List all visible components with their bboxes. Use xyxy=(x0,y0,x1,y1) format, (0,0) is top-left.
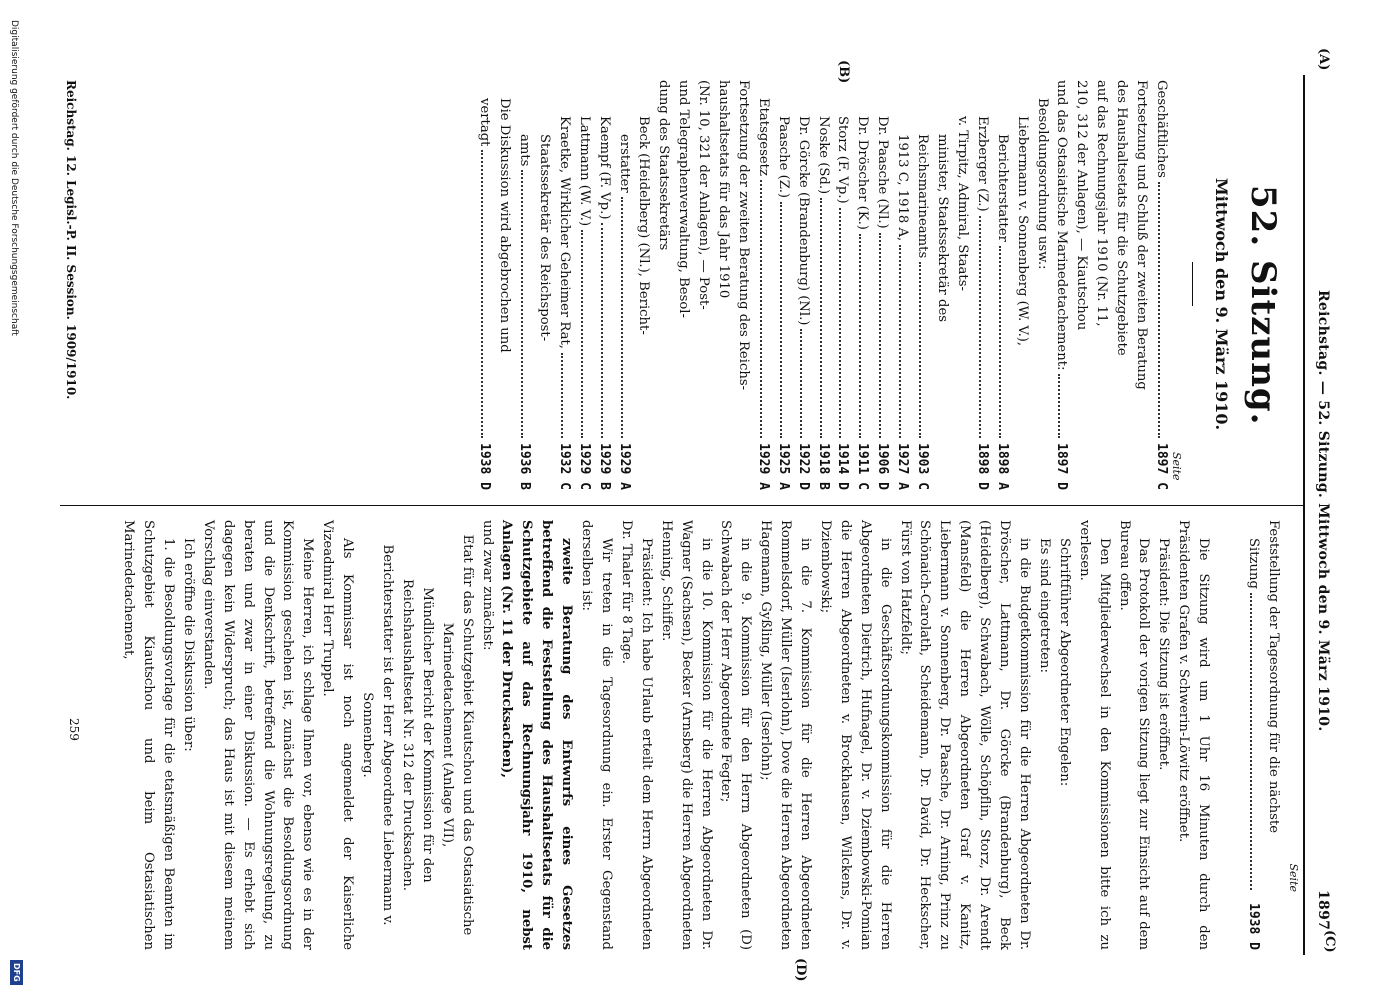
paragraph: und zwar zunächst: xyxy=(479,520,495,651)
dot-leader xyxy=(760,180,762,438)
toc-item xyxy=(1151,80,1171,490)
table-of-contents xyxy=(474,80,1171,490)
toc-item xyxy=(892,80,912,490)
toc-item-page: 1897 C xyxy=(1154,443,1169,490)
dot-leader xyxy=(840,208,842,438)
paragraph: zweite Beratung des Entwurfs eines Gesetzes betreffend die Feststellung des Haushaltsetats für die Schutzgebiete auf das Rechnungsjahr 1910, nebst Anlagen (Nr. 11 der Drucksachen), xyxy=(499,520,575,950)
dot-leader xyxy=(820,198,822,438)
footer-imprint: Reichstag. 12. Legisl.-P. II. Session. 1909/1910. xyxy=(64,80,78,400)
paragraph: Schriftführer Abgeordneter Engelen: xyxy=(1056,538,1072,787)
margin-letter-a: (A) xyxy=(1316,48,1331,71)
toc-item xyxy=(912,80,932,490)
toc-item xyxy=(833,80,853,490)
dot-leader xyxy=(919,262,921,438)
toc-item-text: Fortsetzung der zweiten Beratung des Reichs- xyxy=(735,80,751,391)
session-date: Mittwoch den 9. März 1910. xyxy=(1212,178,1231,431)
margin-letter-b: (B) xyxy=(836,60,851,84)
toc-item-text: Fortsetzung und Schluß der zweiten Beratung xyxy=(1134,80,1150,390)
toc-item-text: Besoldungsordnung usw.: xyxy=(1034,98,1050,270)
toc-item-text: Erzberger (Z.) xyxy=(974,116,990,212)
margin-letter-d: (D) xyxy=(793,958,808,982)
dot-leader xyxy=(521,170,523,438)
paragraph: in die Geschäftsordnungskommission für die Herren Abgeordneten Dietrich, Hufnagel, Dr. v. Dziembowski-Pomian die Herren Abgeordneten v. Brockhausen, Wilckens, Dr. v. Dziembowski; xyxy=(817,520,893,950)
toc-item-text: haushaltsetats für das Jahr 1910 xyxy=(716,80,732,299)
toc-item-text: Reichsmarineamts xyxy=(915,134,931,259)
margin-letter-c: (C) xyxy=(1322,930,1337,953)
toc-item-text: des Haushaltsetats für die Schutzgebiete xyxy=(1114,80,1130,356)
paragraph: Präsident: Ich habe Urlaub erteilt dem Herrn Abgeordneten Dr. Thaler für 8 Tage. xyxy=(618,520,654,950)
toc-item-text: 210, 312 der Anlagen), — Kiautschou xyxy=(1074,80,1090,331)
toc-item-text: amts xyxy=(517,134,532,167)
toc-item-text: dung des Staatssekretärs xyxy=(656,80,672,251)
toc-item-text: Die Diskussion wird abgebrochen und xyxy=(497,98,513,353)
paragraph: Die Sitzung wird um 1 Uhr 16 Minuten durch den Präsidenten Grafen v. Schwerin-Löwitz eröffnet. xyxy=(1176,520,1212,950)
dot-leader xyxy=(601,223,603,438)
toc-item xyxy=(514,80,534,490)
toc-item-text: Liebermann v. Sonnenberg (W. V.), xyxy=(1014,116,1030,347)
body-text xyxy=(118,520,1213,950)
toc-item xyxy=(1111,80,1131,490)
toc-item-text: Noske (Sd.) xyxy=(815,116,831,195)
paragraph: in die Budgetkommission für die Herren Abgeordneten Dr. Dröscher, Lattmann, Dr. Görcke (Brandenburg), Beck (Heidelberg), Schwabach, Wölle, Schöpflin, Storz, Dr. Arendt (Mansfeld) die Herren Abgeordneten Graf v. Kanitz, Liebermann v. Sonnenberg, Dr. Paasche, Dr. Arning, Prinz zu Schönaich-Carolath, Scheidemann, Dr. David, Dr. Heckscher, Fürst von Hatzfeldt; xyxy=(897,520,1033,950)
toc-item-text: Kraetke, Wirklicher Geheimer Rat, xyxy=(556,116,572,349)
toc-item-text: 1913 C, 1918 A, xyxy=(895,134,911,242)
dot-leader xyxy=(1158,182,1160,438)
toc-item xyxy=(693,80,713,490)
toc-item xyxy=(1032,80,1052,490)
dot-leader xyxy=(1250,593,1252,890)
column-divider xyxy=(60,505,1305,506)
toc-item-page: 1936 B xyxy=(517,443,532,490)
toc-item-page: 1897 D xyxy=(1054,443,1070,490)
toc-item xyxy=(1052,80,1072,490)
toc-item xyxy=(972,80,992,490)
toc-item-text: Etatsgesetz xyxy=(755,98,771,176)
toc-item-text: Dr. Paasche (Nl.) xyxy=(875,116,891,229)
toc-item xyxy=(793,80,813,490)
toc-item-text: und Telegraphenverwaltung, Besol- xyxy=(676,80,692,318)
right-column xyxy=(118,520,1303,950)
paragraph: Mündlicher Bericht der Kommission für den Reichshaushaltsetat Nr. 312 der Drucksachen. xyxy=(399,579,435,891)
toc-item-text: Berichterstatter xyxy=(994,134,1010,242)
toc-item-page: 1925 A xyxy=(775,443,791,490)
toc-item-agenda-2 xyxy=(1243,520,1263,950)
toc-item xyxy=(952,80,972,490)
toc-item xyxy=(773,80,793,490)
toc-item xyxy=(574,80,594,490)
dot-leader xyxy=(780,202,782,438)
toc-item-page: 1929 A xyxy=(616,443,632,490)
toc-item-page: 1932 C xyxy=(556,443,572,490)
toc-item-page: 1927 A xyxy=(895,443,911,490)
toc-item-text: Paasche (Z.) xyxy=(775,116,791,199)
toc-item xyxy=(853,80,873,490)
paragraph: in die 9. Kommission für den Herrn Abgeordneten (D) Schwabach der Herr Abgeordnete Fegter; xyxy=(718,520,754,950)
toc-item xyxy=(494,80,514,490)
toc-item-text: Dr. Görcke (Brandenburg) (Nl.) xyxy=(795,116,811,326)
toc-item xyxy=(554,80,574,490)
dot-leader xyxy=(899,245,901,438)
toc-item-page: 1929 A xyxy=(755,443,771,490)
seite-label: Seite xyxy=(1170,452,1183,481)
paragraph: Den Mitgliederwechsel in den Kommissionen bitte ich zu verlesen. xyxy=(1076,520,1112,950)
paragraph: in die 10. Kommission für die Herren Abgeordneten Dr. Wagner (Sachsen), Becker (Arnsberg) die Herren Abgeordneten Henning, Schiffer. xyxy=(658,520,714,950)
toc-item-text: vertagt xyxy=(477,98,493,147)
dfg-logo: DFG xyxy=(10,960,23,985)
paragraph: Wir treten in die Tagesordnung ein. Erster Gegenstand derselben ist: xyxy=(579,520,614,950)
toc-item-page: 1914 D xyxy=(835,443,851,490)
toc-item xyxy=(594,80,614,490)
paragraph: Etat für das Schutzgebiet Kiautschou und das Ostasiatische Marinedetachement (Anlage VII), xyxy=(439,534,475,936)
toc-item-page: 1911 C xyxy=(855,443,871,490)
toc-item xyxy=(992,80,1012,490)
paragraph: 1. die Besoldungsvorlage für die etatsmäßigen Beamten im Schutzgebiet Kiautschou und beim Ostasiatischen Marinedetachement, xyxy=(121,520,177,950)
toc-item-page: 1929 C xyxy=(576,443,592,490)
toc-item-page: 1938 D xyxy=(477,443,493,490)
paragraph: Meine Herren, ich schlage Ihnen vor, ebenso wie es in der Kommission geschehen ist, zunächst die Besoldungsordnung und die Denkschrift, betreffend die Wohnungsregelung, zu beraten und zwar in einer Diskussion. — Es erhebt sich dagegen kein Widerspruch; das Haus ist mit diesem meinem Vorschlag einverstanden. xyxy=(200,520,316,950)
dot-leader xyxy=(979,216,981,438)
toc-item xyxy=(1071,80,1091,490)
toc-item-text: minister, Staatssekretär des xyxy=(935,134,951,323)
toc-item xyxy=(474,80,494,490)
toc-item-text: (Nr. 10, 321 der Anlagen), — Post- xyxy=(696,80,712,310)
running-title: Reichstag. — 52. Sitzung. Mittwoch den 9. März 1910. xyxy=(1315,290,1331,732)
toc-item xyxy=(753,80,773,490)
toc-item-text: v. Tirpitz, Admiral, Staats- xyxy=(954,116,970,291)
footer-page: 259 xyxy=(67,718,81,741)
paragraph: in die 7. Kommission für die Herren Abgeordneten Rommelsdorf, Müller (Iserlohn), Dove die Herren Abgeordneten Hagemann, Gyßling, Müller (Iserlohn); xyxy=(758,520,814,950)
toc-item xyxy=(813,80,833,490)
toc-item-page: 1898 D xyxy=(974,443,990,490)
dot-leader xyxy=(1058,374,1060,438)
toc-item xyxy=(1012,80,1032,490)
toc-item xyxy=(653,80,673,490)
toc-item-page: 1922 D xyxy=(795,443,811,490)
toc-item xyxy=(534,80,554,490)
session-title: 52. Sitzung. xyxy=(1243,185,1283,426)
toc-item xyxy=(614,80,634,490)
seite-label-right: Seite xyxy=(1287,863,1300,892)
toc-item-page: 1918 B xyxy=(815,443,831,490)
paragraph: Es sind eingetreten: xyxy=(1036,538,1052,673)
toc-item xyxy=(1091,80,1111,490)
digitization-note: Digitalisierung gefördert durch die Deutsche Forschungsgemeinschaft xyxy=(9,20,19,336)
toc-item xyxy=(872,80,892,490)
toc-item-text: Geschäftliches xyxy=(1154,80,1169,178)
paragraph: Das Protokoll der vorigen Sitzung liegt zur Einsicht auf dem Bureau offen. xyxy=(1116,520,1152,950)
toc-item xyxy=(713,80,733,490)
dot-leader xyxy=(879,233,881,438)
toc-item xyxy=(733,80,753,490)
toc-item xyxy=(634,80,654,490)
toc-agenda-page: 1938 D xyxy=(1246,903,1262,950)
paragraph: Als Kommissar ist noch angemeldet der Kaiserliche Vizeadmiral Herr Truppel. xyxy=(320,520,356,950)
toc-item-text: erstatter xyxy=(616,134,632,193)
toc-item-text: Staatssekretär des Reichspost- xyxy=(536,134,552,342)
toc-item-page: 1898 A xyxy=(994,443,1010,490)
toc-item-page: 1906 D xyxy=(875,443,891,490)
dot-leader xyxy=(800,329,802,438)
toc-item xyxy=(1131,80,1151,490)
dot-leader xyxy=(859,234,861,438)
dot-leader xyxy=(561,353,563,438)
paragraph: Berichterstatter ist der Herr Abgeordnete Liebermann v. Sonnenberg. xyxy=(360,544,396,926)
dot-leader xyxy=(621,197,623,438)
toc-item-agenda xyxy=(1263,520,1283,950)
toc-item xyxy=(673,80,693,490)
paragraph: Ich eröffne die Diskussion über: xyxy=(180,538,196,752)
title-rule xyxy=(1192,262,1193,306)
toc-item-text: Kaempf (F. Vp.) xyxy=(596,116,612,220)
toc-item-text: Dr. Dröscher (K.) xyxy=(855,116,871,230)
toc-agenda-text: Feststellung der Tagesordnung für die nächste xyxy=(1266,520,1281,834)
dot-leader xyxy=(999,246,1001,438)
header-rule xyxy=(1303,75,1305,955)
toc-item-text: und das Ostasiatische Marinedetachement: xyxy=(1054,80,1070,371)
toc-item xyxy=(932,80,952,490)
toc-agenda-text-2: Sitzung xyxy=(1246,538,1262,589)
toc-item-page: 1929 B xyxy=(596,443,612,490)
toc-item-page: 1903 C xyxy=(915,443,931,490)
dot-leader xyxy=(581,230,583,438)
page-number: 1897 xyxy=(1315,890,1331,931)
toc-item-text: Lattmann (W. V.) xyxy=(576,116,592,227)
toc-item-text: Beck (Heidelberg) (Nl.), Bericht- xyxy=(636,116,652,335)
toc-item-text: Storz (F. Vp.) xyxy=(835,116,851,204)
paragraph: Präsident: Die Sitzung ist eröffnet. xyxy=(1156,538,1172,771)
dot-leader xyxy=(481,150,483,438)
toc-item-text: auf das Rechnungsjahr 1910 (Nr. 11, xyxy=(1094,80,1110,327)
